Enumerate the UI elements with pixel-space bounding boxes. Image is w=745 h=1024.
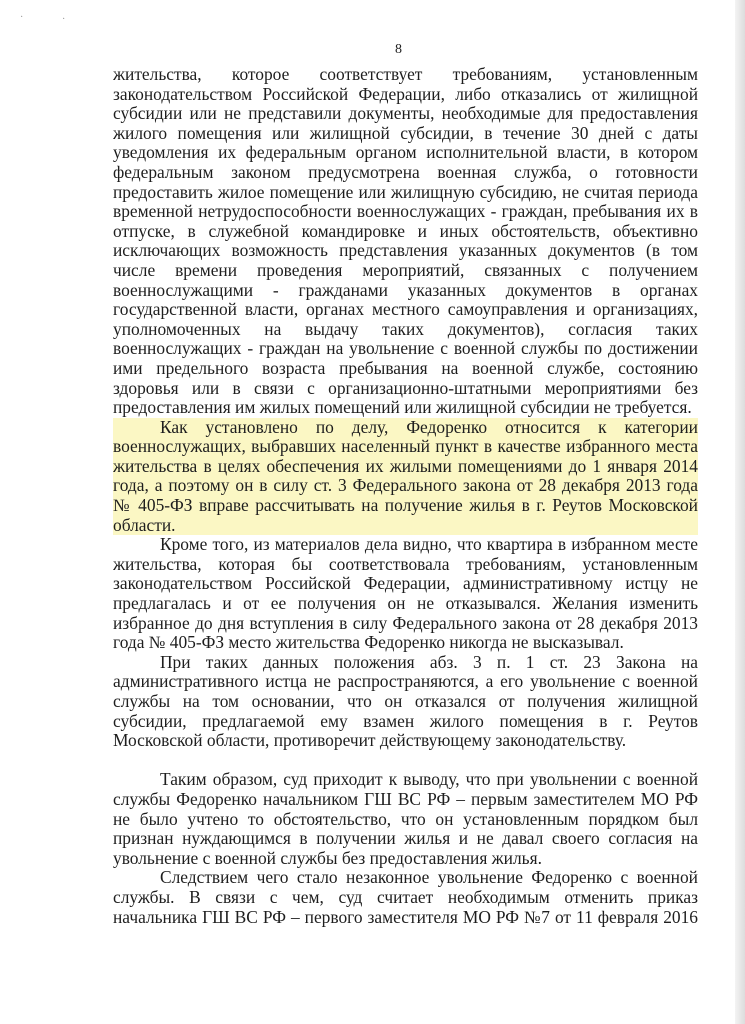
text-line: здоровья или в связи с организационно-штатными мероприятиями без	[113, 378, 698, 398]
text-line: Таким образом, суд приходит к выводу, что при увольнении с военной	[160, 770, 698, 790]
text-line: жительства, которая бы соответствовала требованиям, установленным	[113, 554, 698, 574]
text-line: Кроме того, из материалов дела видно, что квартира в избранном месте	[160, 535, 698, 555]
text-line: федеральным законом предусмотрена военная служба, о готовности	[113, 162, 698, 182]
text-line: военнослужащих, выбравших населенный пункт в качестве избранного места	[113, 437, 698, 457]
text-line: области.	[113, 516, 698, 536]
text-line: уведомления их федеральным органом исполнительной власти, в котором	[113, 143, 698, 163]
text-line: № 405-ФЗ вправе рассчитывать на получение жилья в г. Реутов Московской	[113, 496, 698, 516]
paragraph-gap	[113, 751, 698, 771]
paragraph	[113, 65, 698, 418]
text-line: уполномоченных на выдачу таких документов), согласия таких	[113, 319, 698, 339]
document-body	[113, 65, 698, 927]
text-line: начальника ГШ ВС РФ – первого заместителя МО РФ №7 от 11 февраля 2016	[113, 907, 698, 927]
text-line: военнослужащих - граждан на увольнение с военной службы по достижении	[113, 339, 698, 359]
text-line: жилого помещения или жилищной субсидии, в течение 30 дней с даты	[113, 123, 698, 143]
text-line: субсидии, предлагаемой ему взамен жилого помещения в г. Реутов	[113, 711, 698, 731]
paragraph	[113, 653, 698, 751]
text-line: административного истца не распространяются, а его увольнение с военной	[113, 672, 698, 692]
text-line: не было учтено то обстоятельство, что он установленным порядком был	[113, 809, 698, 829]
text-line: Следствием чего стало незаконное увольнение Федоренко с военной	[160, 868, 698, 888]
scan-artifact: ·	[20, 12, 24, 23]
text-line: жительства в целях обеспечения их жилыми помещениями до 1 января 2014	[113, 456, 698, 476]
text-line: числе времени проведения мероприятий, связанных с получением	[113, 260, 698, 280]
text-line: Как установлено по делу, Федоренко относится к категории	[113, 418, 698, 438]
text-line: предлагалась и от ее получения он не отказывался. Желания изменить	[113, 594, 698, 614]
text-line: признан нуждающимся в получении жилья и не давал своего согласия на	[113, 829, 698, 849]
text-line: жительства, которое соответствует требованиям, установленным	[113, 65, 698, 84]
text-line: государственной власти, органах местного самоуправления и организациях,	[113, 300, 698, 320]
text-line: увольнение с военной службы без предоставления жилья.	[113, 848, 542, 868]
highlighted-paragraph	[113, 418, 698, 536]
text-line: службы. В связи с чем, суд считает необходимым отменить приказ	[113, 887, 698, 907]
text-line: Московской области, противоречит действующему законодательству.	[113, 731, 627, 751]
text-line: года № 405-ФЗ место жительства Федоренко никогда не высказывал.	[113, 633, 624, 653]
text-line: исключающих возможность представления указанных документов (в том	[113, 241, 698, 261]
page-number: 8	[395, 42, 402, 57]
text-line: военнослужащими - гражданами указанных документов в органах	[113, 280, 698, 300]
text-line: предоставить жилое помещение или жилищную субсидию, не считая периода	[113, 182, 698, 202]
text-line: субсидии или не представили документы, необходимые для предоставления	[113, 104, 698, 124]
text-line: службы на том основании, что он отказался от получения жилищной	[113, 692, 698, 711]
text-line: законодательством Российской Федерации, либо отказались от жилищной	[113, 84, 698, 104]
scan-artifact: ·	[62, 14, 66, 25]
text-line: отпуске, в служебной командировке и иных обстоятельств, объективно	[113, 221, 698, 241]
text-line: законодательством Российской Федерации, административному истцу не	[113, 574, 698, 594]
text-line: ими предельного возраста пребывания на военной службе, состоянию	[113, 358, 698, 378]
paragraph	[113, 535, 698, 653]
text-line: При таких данных положения абз. 3 п. 1 ст. 23 Закона на	[160, 652, 698, 672]
paragraph	[113, 868, 698, 927]
text-line: избранное до дня вступления в силу Федерального закона от 28 декабря 2013	[113, 613, 698, 633]
text-line: службы Федоренко начальником ГШ ВС РФ – первым заместителем МО РФ	[113, 789, 698, 809]
paragraph	[113, 770, 698, 868]
text-line: года, а поэтому он в силу ст. 3 Федерального закона от 28 декабря 2013 года	[113, 476, 698, 496]
text-line: временной нетрудоспособности военнослужащих - граждан, пребывания их в	[113, 202, 698, 222]
scan-edge	[735, 0, 745, 1024]
text-line: предоставления им жилых помещений или жилищной субсидии не требуется.	[113, 398, 692, 418]
